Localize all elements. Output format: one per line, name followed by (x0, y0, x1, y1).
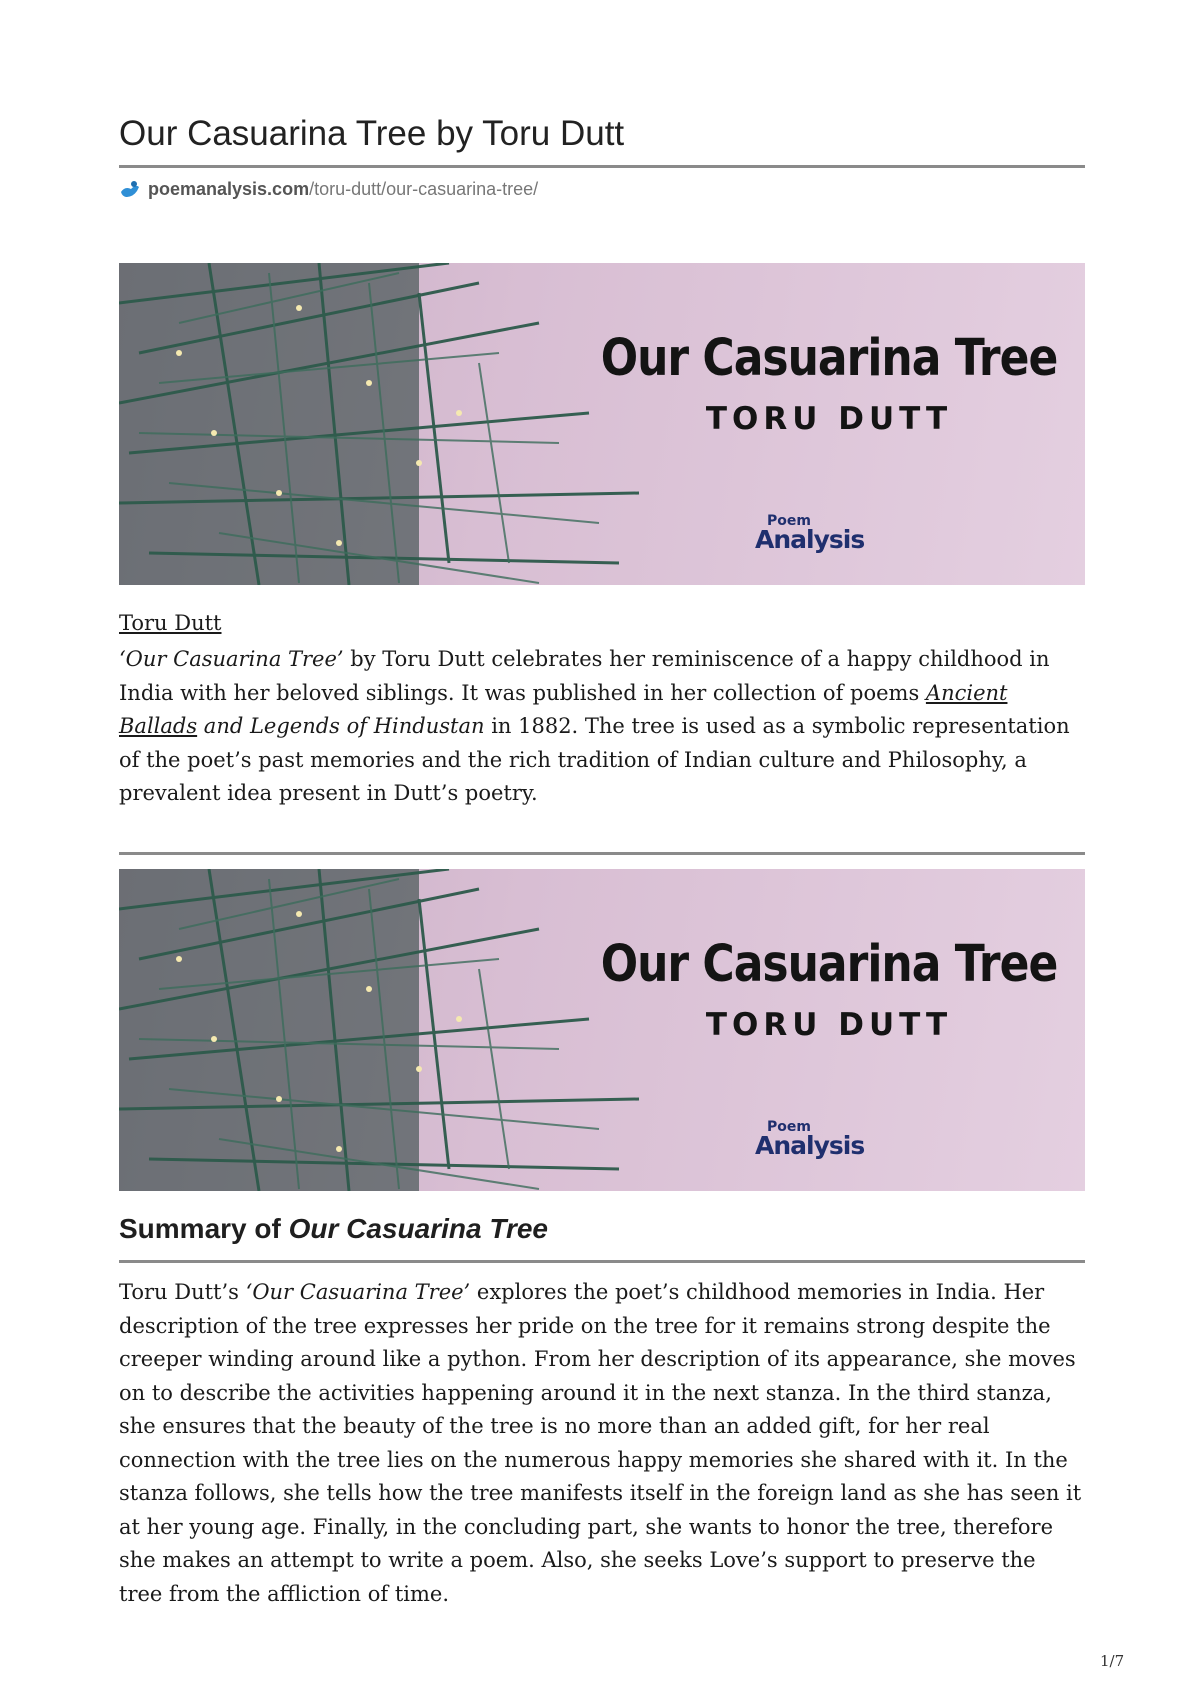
url-path[interactable]: /toru-dutt/our-casuarina-tree/ (309, 178, 539, 199)
summary-paragraph (119, 1276, 1085, 1611)
banner-title: Our Casuarina Tree (600, 329, 1058, 388)
book-title-rest: and Legends of Hindustan (197, 714, 485, 738)
page-number: 1/7 (1100, 1652, 1125, 1670)
section-divider (119, 852, 1085, 855)
summary-heading-title: Our Casuarina Tree (288, 1213, 548, 1244)
author-link[interactable]: Toru Dutt (119, 611, 222, 635)
summary-lead: Toru Dutt’s (119, 1280, 246, 1304)
summary-heading-prefix: Summary of (119, 1213, 289, 1244)
summary-banner-image (119, 869, 1085, 1191)
summary-poem-title: ‘Our Casuarina Tree’ (245, 1280, 471, 1304)
logo-big-text: Analysis (755, 525, 865, 554)
poemanalysis-logo-icon (119, 178, 141, 200)
logo-small-text: Poem (767, 513, 811, 529)
title-divider (119, 165, 1085, 168)
logo-small-text: Poem (767, 1119, 811, 1135)
banner-author: TORU DUTT (705, 401, 953, 437)
banner-author: TORU DUTT (705, 1007, 953, 1043)
summary-divider (119, 1260, 1085, 1263)
poem-analysis-logo (755, 513, 885, 559)
poem-analysis-logo (755, 1119, 885, 1165)
intro-poem-title: ‘Our Casuarina Tree’ (119, 647, 344, 671)
url-host[interactable]: poemanalysis.com (148, 178, 310, 199)
intro-paragraph (119, 643, 1085, 811)
source-url[interactable] (119, 176, 538, 202)
intro-text-1: by Toru Dutt celebrates her reminiscence of a happy childhood in India with her beloved siblings. It was published in her collection of poems (119, 647, 1050, 705)
page-title: Our Casuarina Tree by Toru Dutt (119, 114, 625, 153)
feature-banner-image (119, 263, 1085, 585)
logo-big-text: Analysis (755, 1131, 865, 1160)
summary-body: explores the poet’s childhood memories in India. Her description of the tree expresses her pride on the tree for it remains strong despite the creeper winding around like a python. From her description of its appearance, she moves on to describe the activities happening around it in the next stanza. In the third stanza, she ensures that the beauty of the tree is no more than an added gift, for her real connection with the tree lies on the numerous happy memories she shared with it. In the stanza follows, she tells how the tree manifests itself in the foreign land as she has seen it at her young age. Finally, in the concluding part, she wants to honor the tree, therefore she makes an attempt to write a poem. Also, she seeks Love’s support to preserve the tree from the affliction of time. (119, 1280, 1082, 1606)
summary-heading (119, 1213, 548, 1245)
banner-title: Our Casuarina Tree (600, 935, 1058, 994)
book-link[interactable]: Ancient Ballads (119, 680, 1008, 738)
intro-text-2: in 1882. The tree is used as a symbolic representation of the poet’s past memories and the rich tradition of Indian culture and Philosophy, a prevalent idea present in Dutt’s poetry. (119, 714, 1070, 805)
